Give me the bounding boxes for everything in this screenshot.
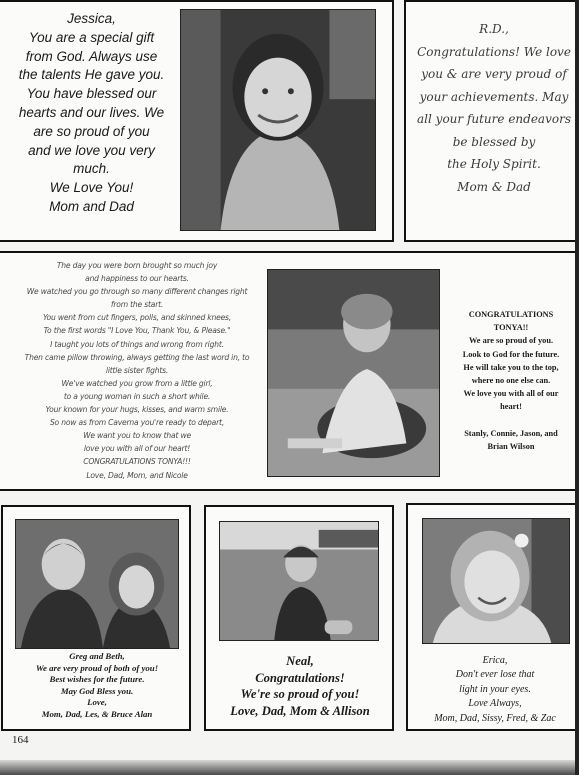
text-line: your achievements. May: [419, 89, 569, 104]
photo-jessica: [180, 9, 376, 231]
ad-jessica-message: [4, 10, 179, 217]
ad-rd-message: [410, 18, 578, 198]
poem-line: little sister fights.: [105, 365, 169, 375]
text-line: We are so proud of you.: [468, 336, 554, 346]
text-line: the Holy Spirit.: [447, 157, 541, 171]
poem-line: I taught you lots of things and wrong from right.: [50, 339, 224, 349]
text-line: You are a special gift: [28, 29, 155, 45]
text-line: and we love you very: [28, 142, 155, 158]
text-line: Greg and Beth,: [69, 651, 125, 661]
text-line: Love,: [87, 697, 107, 708]
ad-greg-beth-message: [5, 651, 189, 721]
text-line: the talents He gave you.: [18, 67, 165, 83]
poem-line: We've watched you grow from a little girl,: [61, 378, 213, 388]
poem-line: Then came pillow throwing, always getting the last word in, to: [24, 352, 250, 362]
text-line: Congratulations! We love: [417, 44, 571, 59]
poem-line: love you with all of our heart!: [83, 444, 191, 454]
poem-line: CONGRATULATIONS TONYA!!!: [83, 457, 191, 467]
ad-neal: [204, 505, 394, 731]
text-line: are so proud of you: [33, 123, 150, 139]
ad-erica-message: [409, 654, 579, 726]
poem-line: We want you to know that we: [83, 431, 191, 441]
text-line: We Love You!: [49, 180, 134, 196]
page-edge: [575, 0, 579, 775]
text-line: You have blessed our: [26, 86, 157, 102]
poem-line: and happiness to our hearts.: [85, 274, 189, 284]
photo-greg-beth: [15, 519, 179, 649]
poem-line: To the first words "I Love You, Thank You, & Please.": [43, 326, 231, 336]
text-line: heart!: [500, 402, 522, 412]
text-line: be blessed by: [452, 134, 536, 149]
text-line: We're so proud of you!: [240, 687, 360, 701]
text-line: Love Always,: [468, 698, 522, 710]
ad-erica: [406, 503, 579, 731]
text-line: Don't ever lose that: [455, 669, 535, 681]
poem-line: You went from cut fingers, polls, and skinned knees,: [42, 313, 232, 323]
ad-tonya: [0, 251, 579, 491]
text-line: Congratulations!: [255, 670, 345, 685]
text-line: Brian Wilson: [487, 441, 535, 451]
text-line: Mom, Dad, Sissy, Fred, & Zac: [434, 712, 556, 724]
text-line: light in your eyes.: [459, 683, 531, 695]
text-line: Mom, Dad, Les, & Bruce Alan: [41, 708, 153, 719]
text-line: CONGRATULATIONS: [468, 310, 554, 319]
text-line: Mom and Dad: [49, 198, 134, 214]
text-line: you & are very proud of: [421, 67, 567, 81]
page-number: 164: [12, 734, 29, 746]
ad-tonya-message: [444, 308, 578, 453]
text-line: where no one else can.: [471, 376, 551, 386]
ad-neal-message: [208, 653, 392, 719]
text-line: Best wishes for the future.: [49, 674, 145, 685]
text-line: hearts and our lives. We: [18, 104, 165, 120]
photo-tonya: [267, 269, 440, 477]
text-line: from God. Always use: [25, 48, 158, 64]
text-line: He will take you to the top,: [463, 362, 559, 372]
text-line: Stanly, Connie, Jason, and: [464, 428, 558, 438]
text-line: Erica,: [482, 655, 508, 666]
text-line: Neal,: [286, 654, 314, 668]
text-line: Look to God for the future.: [462, 349, 560, 359]
poem-line: Your known for your hugs, kisses, and warm smile.: [45, 405, 229, 415]
poem-line: We watched you go through so many different changes right: [26, 287, 248, 297]
text-line: Love, Dad, Mom & Allison: [230, 703, 370, 718]
text-line: Jessica,: [67, 11, 116, 26]
text-line: all your future endeavors: [417, 112, 571, 126]
poem-line: The day you were born brought so much joy: [56, 261, 218, 270]
poem-line: from the start.: [110, 300, 164, 310]
text-line: We are very proud of both of you!: [35, 662, 159, 673]
text-line: We love you with all of our: [463, 389, 559, 399]
page-binding-shadow: [0, 760, 579, 775]
ad-tonya-poem: [10, 259, 264, 482]
ad-jessica: [0, 0, 394, 242]
text-line: much.: [73, 161, 110, 177]
photo-erica: [422, 518, 570, 644]
text-line: [444, 414, 578, 427]
text-line: Mom & Dad: [457, 179, 531, 194]
photo-neal: [219, 521, 379, 641]
poem-line: So now as from Caverna you're ready to depart,: [49, 418, 225, 428]
poem-line: Love, Dad, Mom, and Nicole: [86, 470, 188, 480]
poem-line: to a young woman in such a short while.: [63, 391, 211, 401]
ad-greg-beth: [1, 505, 191, 731]
text-line: May God Bless you.: [60, 685, 134, 696]
ad-rd: [404, 0, 579, 242]
text-line: R.D.,: [479, 22, 509, 36]
text-line: TONYA!!: [493, 323, 529, 333]
